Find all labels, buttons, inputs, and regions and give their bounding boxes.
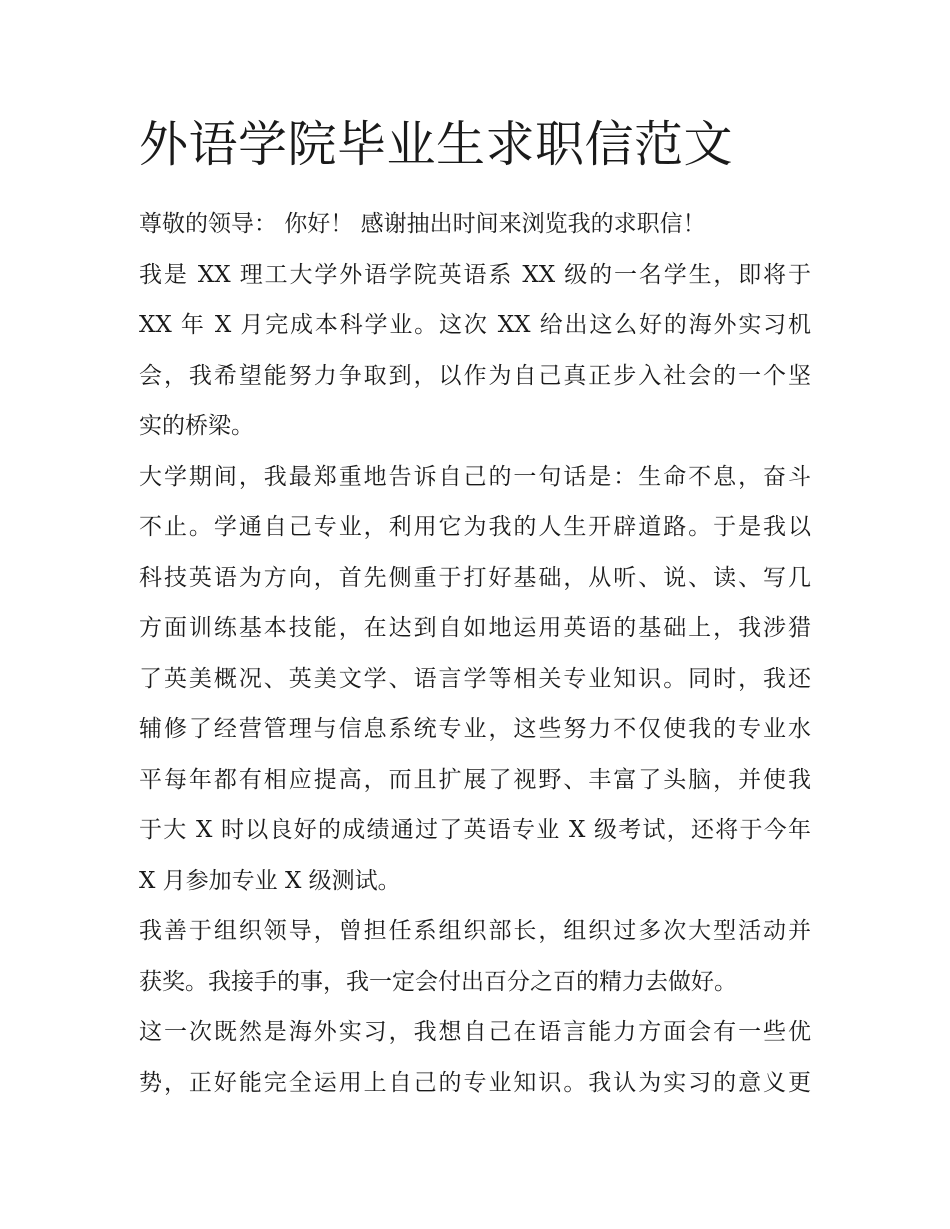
body-line: XX 年 X 月完成本科学业。这次 XX 给出这么好的海外实习机 <box>139 312 811 338</box>
body-line: 实的桥梁。 <box>139 413 254 439</box>
body-line: 不止。学通自己专业，利用它为我的人生开辟道路。于是我以 <box>139 514 811 540</box>
document-body <box>139 199 811 1108</box>
body-line: 势，正好能完全运用上自己的专业知识。我认为实习的意义更 <box>139 1069 811 1096</box>
body-line: 平每年都有相应提高，而且扩展了视野、丰富了头脑，并使我 <box>139 766 811 793</box>
body-line: 我是 XX 理工大学外语学院英语系 XX 级的一名学生，即将于 <box>139 261 811 288</box>
body-line: 会，我希望能努力争取到，以作为自己真正步入社会的一个坚 <box>139 362 811 389</box>
body-line: X 月参加专业 X 级测试。 <box>139 867 401 894</box>
body-line: 了英美概况、英美文学、语言学等相关专业知识。同时，我还 <box>139 665 811 692</box>
body-line: 这一次既然是海外实习，我想自己在语言能力方面会有一些优 <box>139 1019 811 1045</box>
body-line: 辅修了经营管理与信息系统专业，这些努力不仅使我的专业水 <box>139 716 811 742</box>
body-line: 我善于组织领导，曾担任系组织部长，组织过多次大型活动并 <box>139 918 811 944</box>
body-line: 大学期间，我最郑重地告诉自己的一句话是：生命不息，奋斗 <box>139 463 811 490</box>
body-line: 于大 X 时以良好的成绩通过了英语专业 X 级考试，还将于今年 <box>139 817 811 843</box>
body-line: 方面训练基本技能，在达到自如地运用英语的基础上，我涉猎 <box>139 615 811 641</box>
document-title: 外语学院毕业生求职信范文 <box>139 116 734 173</box>
body-line: 获奖。我接手的事，我一定会付出百分之百的精力去做好。 <box>139 968 737 995</box>
body-line: 尊敬的领导： 你好！ 感谢抽出时间来浏览我的求职信！ <box>139 211 706 237</box>
body-line: 科技英语为方向，首先侧重于打好基础，从听、说、读、写几 <box>139 564 811 591</box>
